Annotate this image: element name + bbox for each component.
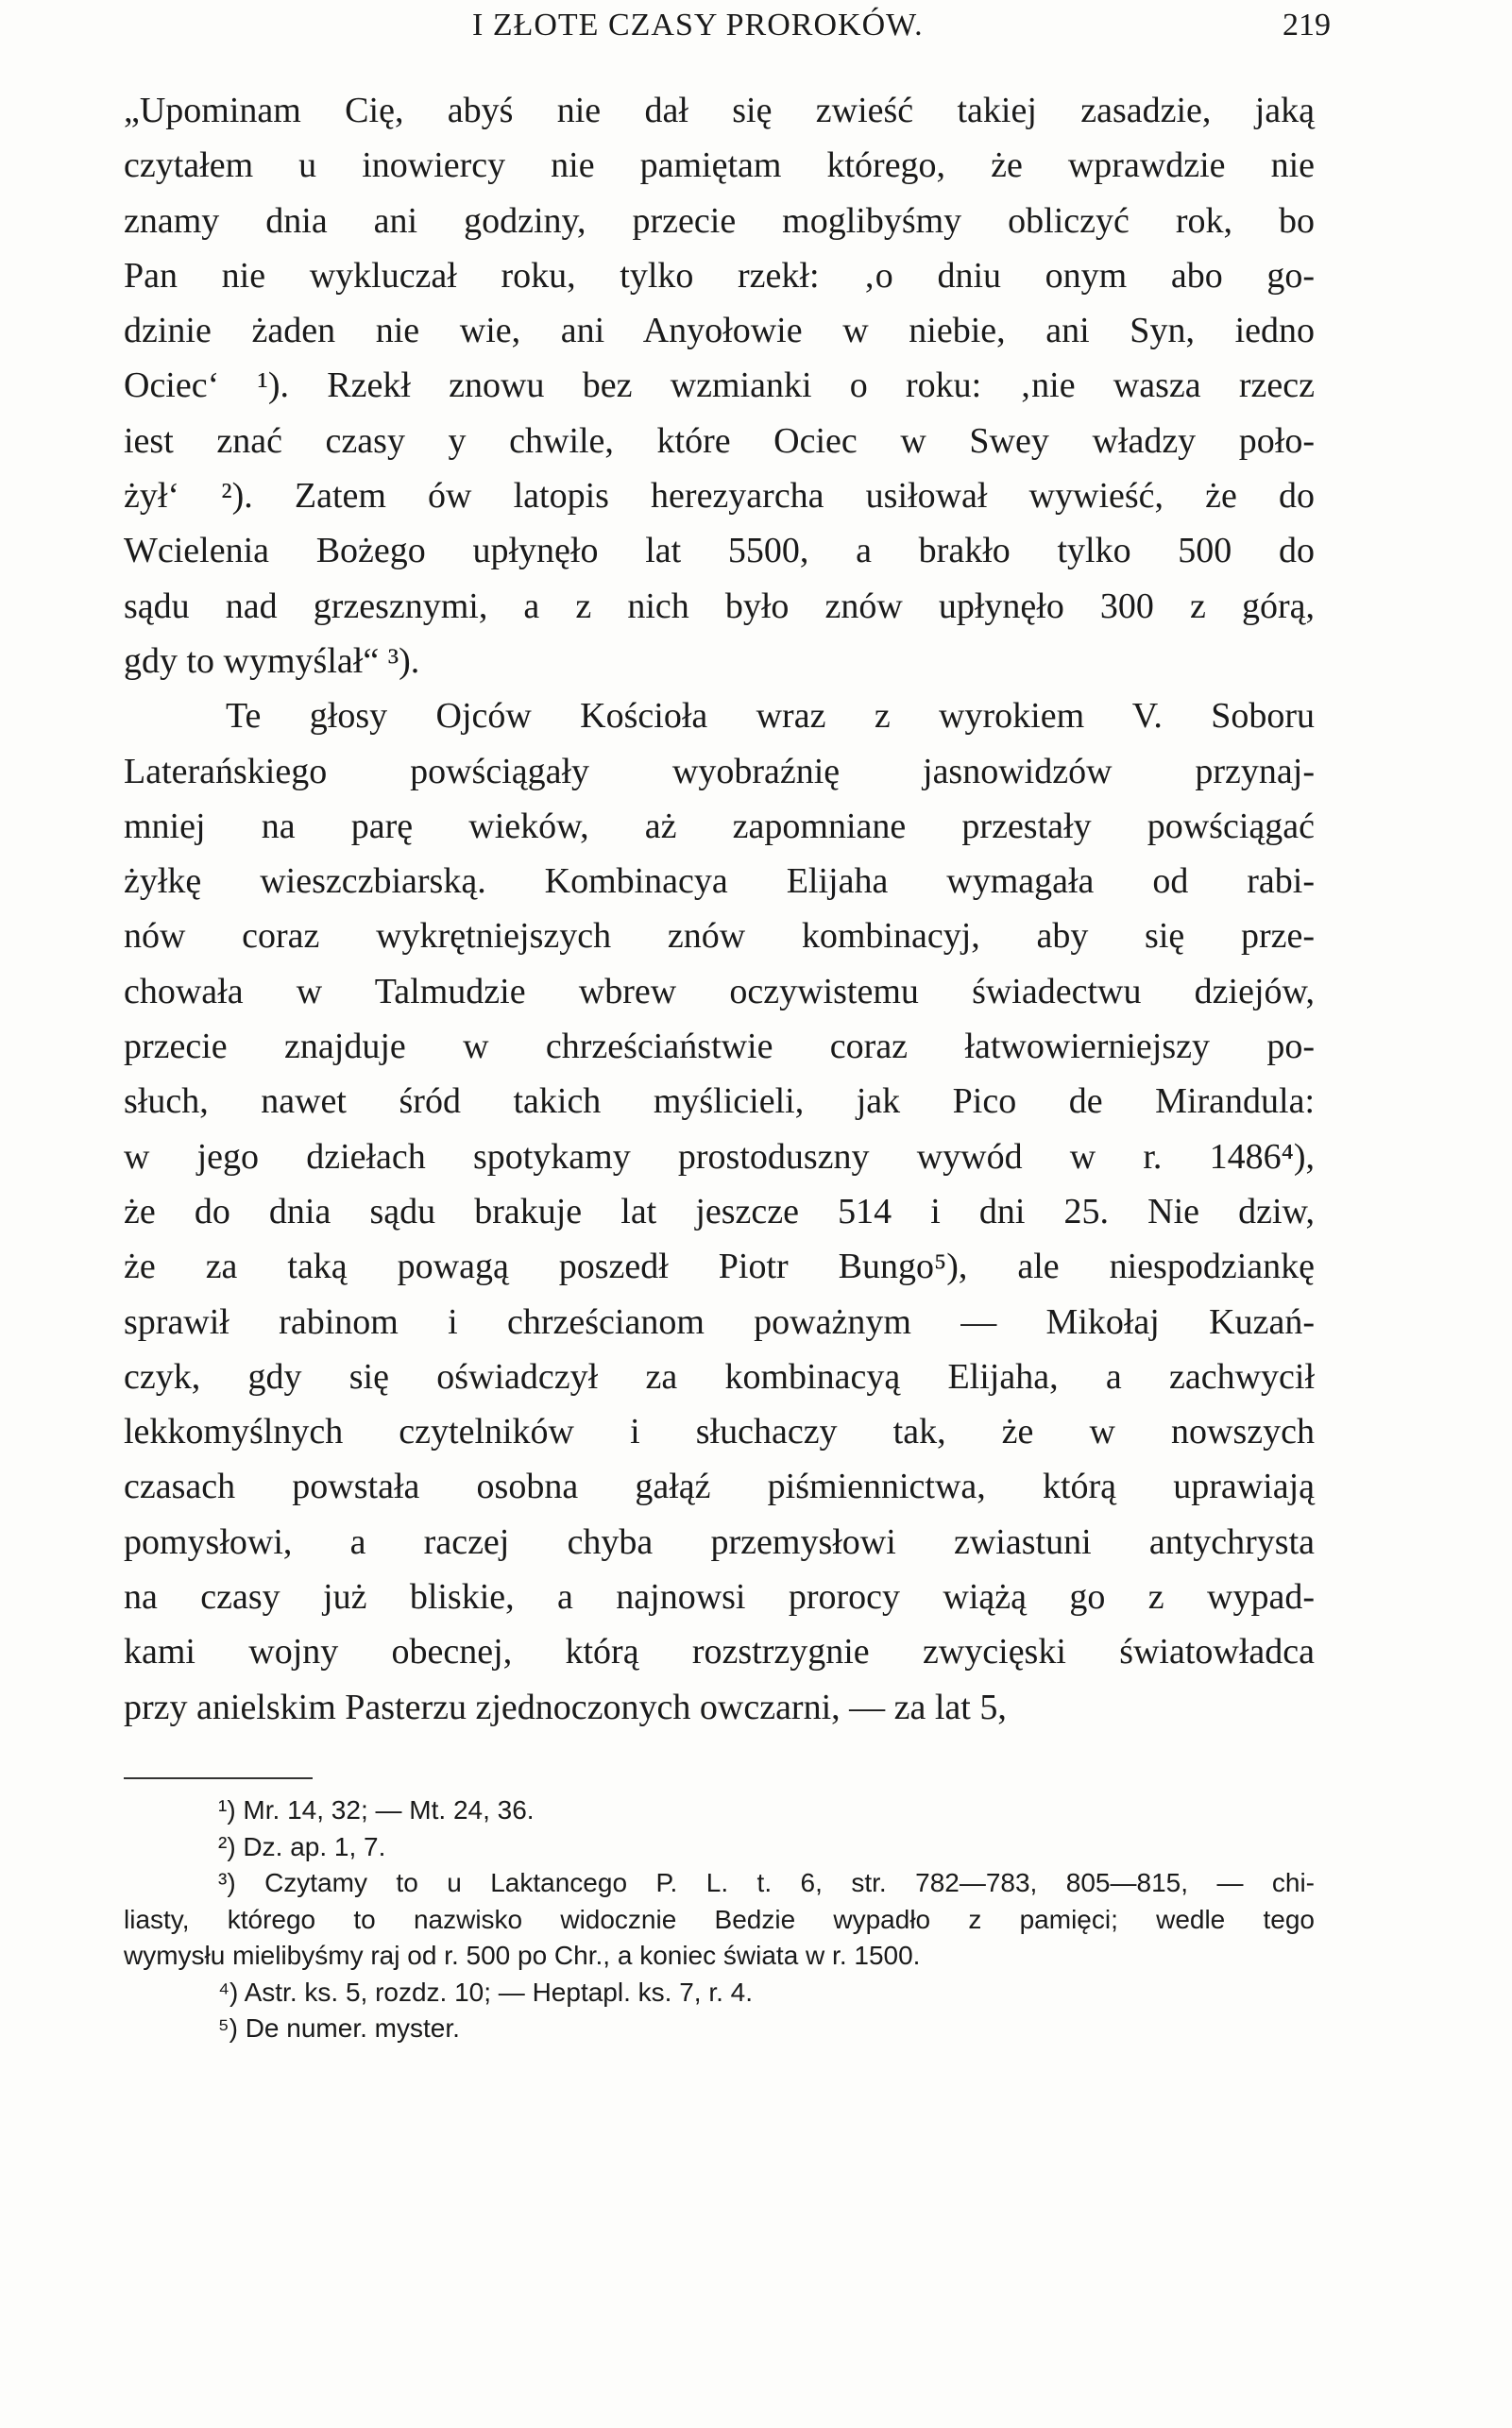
body-line: sądu nad grzesznymi, a z nich było znów upłynęło 300 z górą, (124, 586, 1315, 626)
body-line: czyk, gdy się oświadczył za kombinacyą Elijaha, a zachwycił (124, 1356, 1315, 1397)
body-line: w jego dziełach spotykamy prostoduszny wywód w r. 1486⁴), (124, 1136, 1315, 1177)
body-line: mniej na parę wieków, aż zapomniane przestały powściągać (124, 806, 1315, 846)
body-line: lekkomyślnych czytelników i słuchaczy tak, że w nowszych (124, 1412, 1315, 1452)
body-line: gdy to wymyślał“ ³). (124, 640, 420, 681)
running-head (0, 8, 1512, 53)
body-line: Te głosy Ojców Kościoła wraz z wyrokiem V. Soboru (226, 696, 1315, 737)
body-line: słuch, nawet śród takich myślicieli, jak Pico de Mirandula: (124, 1081, 1315, 1122)
body-line: Wcielenia Bożego upłynęło lat 5500, a brakło tylko 500 do (124, 531, 1315, 571)
page-number: 219 (1283, 8, 1331, 42)
body-line: przy anielskim Pasterzu zjednoczonych owczarni, — za lat 5, (124, 1687, 1007, 1727)
body-line: Laterańskiego powściągały wyobraźnię jasnowidzów przynaj- (124, 751, 1315, 791)
footnote-line: ¹) Mr. 14, 32; — Mt. 24, 36. (218, 1795, 535, 1825)
footnote-line: ²) Dz. ap. 1, 7. (218, 1831, 386, 1861)
body-line: że do dnia sądu brakuje lat jeszcze 514 i dni 25. Nie dziw, (124, 1191, 1315, 1231)
body-line: że za taką powagą poszedł Piotr Bungo⁵), ale niespodziankę (124, 1247, 1315, 1287)
footnote-line: wymysłu mielibyśmy raj od r. 500 po Chr., a koniec świata w r. 1500. (124, 1941, 921, 1970)
body-line: iest znać czasy y chwile, które Ociec w Swey władzy poło- (124, 420, 1315, 461)
body-line: żyłkę wieszczbiarską. Kombinacya Elijaha wymagała od rabi- (124, 861, 1315, 902)
body-line: Ociec‘ ¹). Rzekł znowu bez wzmianki o roku: ‚nie wasza rzecz (124, 365, 1315, 406)
footnote-line: ³) Czytamy to u Laktancego P. L. t. 6, str. 782—783, 805—815, — chi- (218, 1868, 1315, 1897)
footnote-line: liasty, którego to nazwisko widocznie Bedzie wypadło z pamięci; wedle tego (124, 1904, 1315, 1934)
body-line: chowała w Talmudzie wbrew oczywistemu świadectwu dziejów, (124, 971, 1315, 1011)
body-text (124, 83, 1315, 1735)
body-line: znamy dnia ani godziny, przecie moglibyśmy obliczyć rok, bo (124, 200, 1315, 241)
footnote-divider (124, 1777, 313, 1779)
body-line: kami wojny obecnej, którą rozstrzygnie zwycięski światowładca (124, 1632, 1315, 1672)
body-line: czytałem u inowiercy nie pamiętam którego, że wprawdzie nie (124, 145, 1315, 186)
body-line: dzinie żaden nie wie, ani Anyołowie w niebie, ani Syn, iedno (124, 311, 1315, 351)
body-line: nów coraz wykrętniejszych znów kombinacyj, aby się prze- (124, 916, 1315, 957)
footnote-line: ⁵) De numer. myster. (218, 2013, 460, 2043)
footnote-line: ⁴) Astr. ks. 5, rozdz. 10; — Heptapl. ks. 7, r. 4. (218, 1977, 754, 2007)
body-line: pomysłowi, a raczej chyba przemysłowi zwiastuni antychrysta (124, 1521, 1315, 1562)
running-title: I ZŁOTE CZASY PROROKÓW. (472, 8, 924, 42)
body-line: „Upominam Cię, abyś nie dał się zwieść takiej zasadzie, jaką (124, 91, 1315, 130)
body-line: Pan nie wykluczał roku, tylko rzekł: ‚o dniu onym abo go- (124, 255, 1315, 296)
footnotes (124, 1792, 1315, 2047)
body-line: na czasy już bliskie, a najnowsi prorocy wiążą go z wypad- (124, 1577, 1315, 1618)
body-line: przecie znajduje w chrześciaństwie coraz łatwowierniejszy po- (124, 1027, 1315, 1067)
body-line: czasach powstała osobna gałąź piśmiennictwa, którą uprawiają (124, 1467, 1315, 1507)
body-line: żył‘ ²). Zatem ów latopis herezyarcha usiłował wywieść, że do (124, 476, 1315, 517)
body-line: sprawił rabinom i chrześcianom poważnym — Mikołaj Kuzań- (124, 1301, 1315, 1342)
